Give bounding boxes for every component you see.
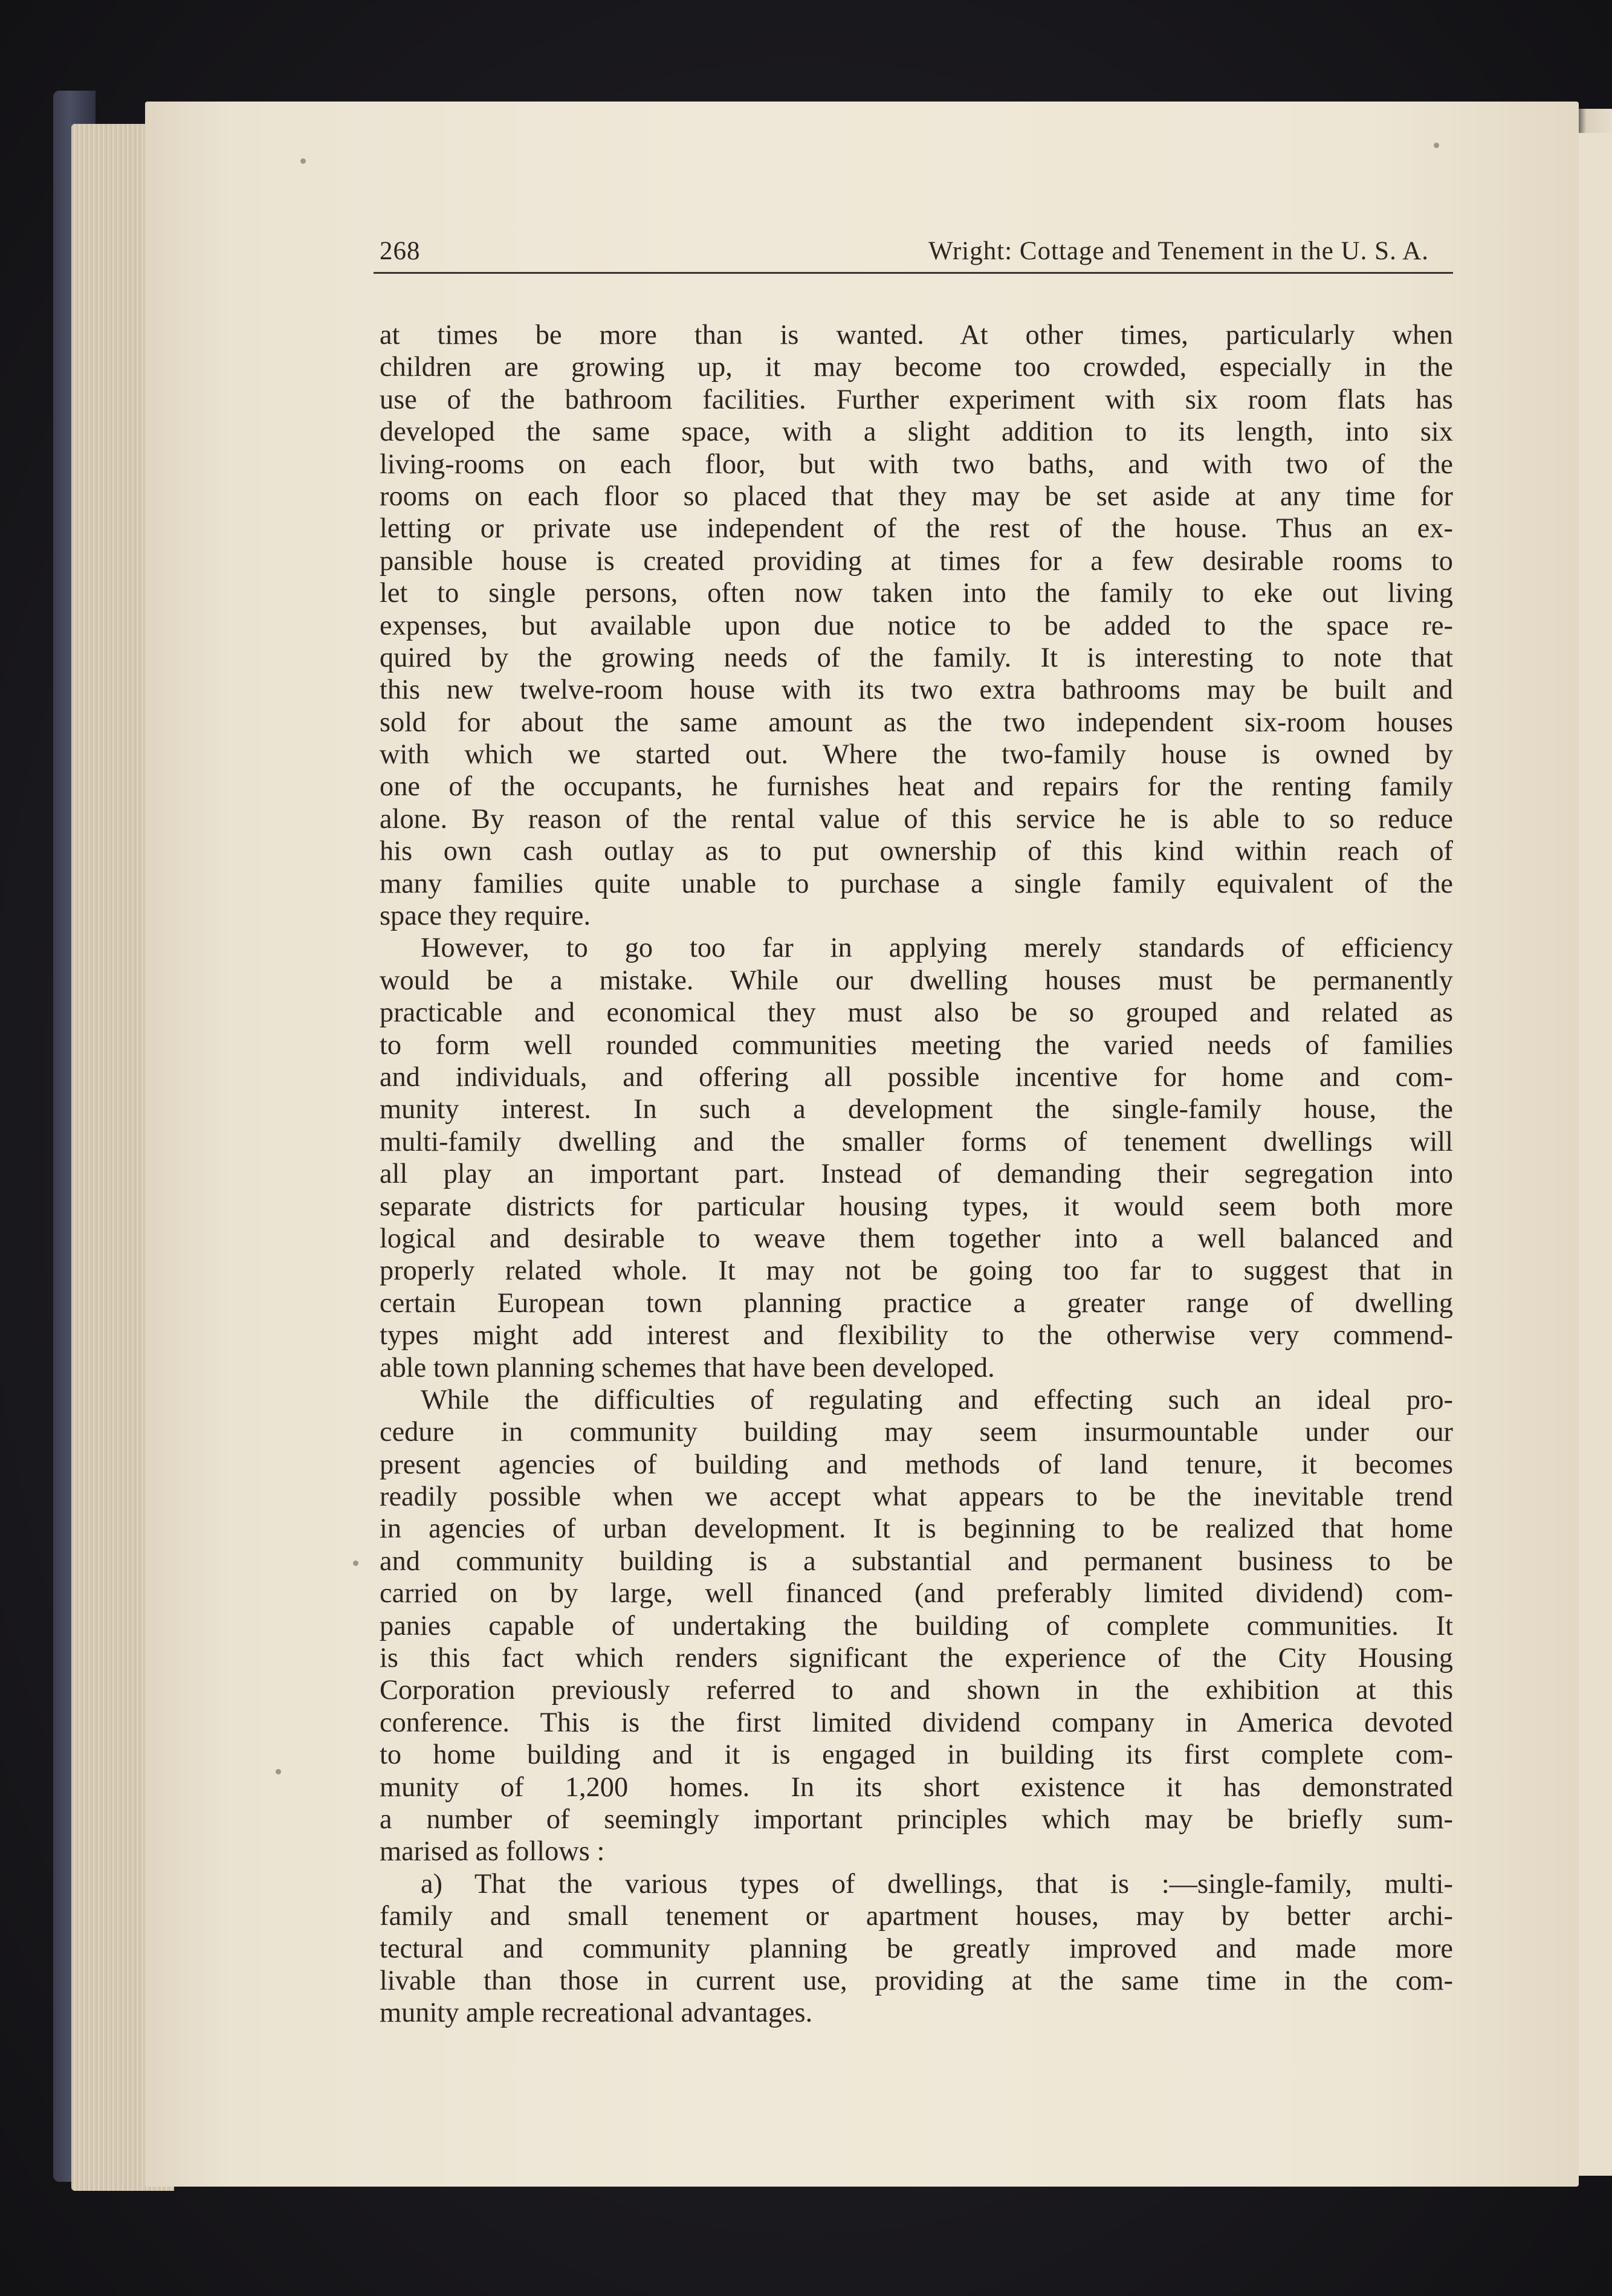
text-line: properly related whole. It may not be going too far to suggest that in [380,1255,1453,1287]
text-line: rooms on each floor so placed that they may be set aside at any time for [380,480,1453,512]
text-line: his own cash outlay as to put ownership of this kind within reach of [380,836,1453,867]
text-line: conference. This is the first limited dividend company in America devoted [380,1707,1453,1738]
text-line: one of the occupants, he furnishes heat and repairs for the renting family [380,771,1453,803]
text-line: a number of seemingly important principles which may be briefly sum- [380,1803,1453,1835]
text-line: alone. By reason of the rental value of this service he is able to so reduce [380,803,1453,835]
text-line: would be a mistake. While our dwelling houses must be permanently [380,965,1453,996]
text-line: family and small tenement or apartment houses, may by better archi- [380,1901,1453,1932]
text-line: present agencies of building and methods of land tenure, it becomes [380,1449,1453,1480]
text-line: livable than those in current use, providing at the same time in the com- [380,1965,1453,1996]
paper-speck [276,1769,281,1774]
text-line: living-rooms on each floor, but with two baths, and with two of the [380,448,1453,480]
text-line: carried on by large, well financed (and preferably limited dividend) com- [380,1578,1453,1609]
text-line: multi-family dwelling and the smaller forms of tenement dwellings will [380,1126,1453,1157]
facing-page-sheet [1579,133,1612,2176]
text-line: panies capable of undertaking the building of complete communities. It [380,1610,1453,1641]
text-line: While the difficulties of regulating and effecting such an ideal pro- [421,1384,1453,1415]
text-line: expenses, but available upon due notice to be added to the space re- [380,610,1453,641]
text-line: munity of 1,200 homes. In its short existence it has demonstrated [380,1771,1453,1803]
text-line: munity interest. In such a development the single-family house, the [380,1094,1453,1125]
running-header [380,233,1429,269]
text-line: tectural and community planning be greatly improved and made more [380,1933,1453,1964]
text-line: let to single persons, often now taken into the family to eke out living [380,578,1453,609]
text-line: and individuals, and offering all possible incentive for home and com- [380,1061,1453,1093]
text-line: Corporation previously referred to and shown in the exhibition at this [380,1675,1453,1706]
text-line: space they require. [380,901,591,932]
text-line: logical and desirable to weave them together into a well balanced and [380,1223,1453,1254]
text-line: is this fact which renders significant the experience of the City Housing [380,1643,1453,1674]
text-line: all play an important part. Instead of demanding their segregation into [380,1159,1453,1190]
text-line: types might add interest and flexibility to the otherwise very commend- [380,1320,1453,1351]
running-title: Wright: Cottage and Tenement in the U. S. A. [928,237,1429,265]
text-line: certain European town planning practice a greater range of dwelling [380,1287,1453,1319]
text-line: readily possible when we accept what appears to be the inevitable trend [380,1481,1453,1513]
paper-speck [1434,143,1439,148]
text-line: pansible house is created providing at times for a few desirable rooms to [380,545,1453,577]
text-line: use of the bathroom facilities. Further experiment with six room flats has [380,384,1453,415]
text-line: with which we started out. Where the two-family house is owned by [380,739,1453,771]
text-line: and community building is a substantial and permanent business to be [380,1545,1453,1577]
body-text [380,319,1453,2029]
page-number: 268 [380,237,421,265]
text-line: quired by the growing needs of the family. It is interesting to note that [380,642,1453,673]
text-line: a) That the various types of dwellings, that is :—single-family, multi- [421,1868,1453,1900]
text-line: this new twelve-room house with its two extra bathrooms may be built and [380,674,1453,706]
text-line: developed the same space, with a slight addition to its length, into six [380,416,1453,448]
text-line: in agencies of urban development. It is beginning to be realized that home [380,1513,1453,1545]
text-line: children are growing up, it may become too crowded, especially in the [380,352,1453,383]
text-line: letting or private use independent of the rest of the house. Thus an ex- [380,513,1453,545]
text-line: cedure in community building may seem insurmountable under our [380,1417,1453,1448]
paper-speck [353,1560,358,1566]
text-line: to form well rounded communities meeting the varied needs of families [380,1029,1453,1061]
text-line: However, to go too far in applying merely standards of efficiency [421,933,1453,964]
text-line: able town planning schemes that have been developed. [380,1352,995,1383]
text-line: separate districts for particular housing types, it would seem both more [380,1191,1453,1222]
text-line: many families quite unable to purchase a single family equivalent of the [380,868,1453,899]
text-line: at times be more than is wanted. At other times, particularly when [380,320,1453,351]
text-line: sold for about the same amount as the two independent six-room houses [380,707,1453,738]
text-line: practicable and economical they must also be so grouped and related as [380,997,1453,1029]
text-line: marised as follows : [380,1836,605,1868]
header-rule [374,272,1453,274]
text-line: to home building and it is engaged in building its first complete com- [380,1739,1453,1771]
paper-speck [300,158,306,164]
text-line: munity ample recreational advantages. [380,1997,813,2029]
